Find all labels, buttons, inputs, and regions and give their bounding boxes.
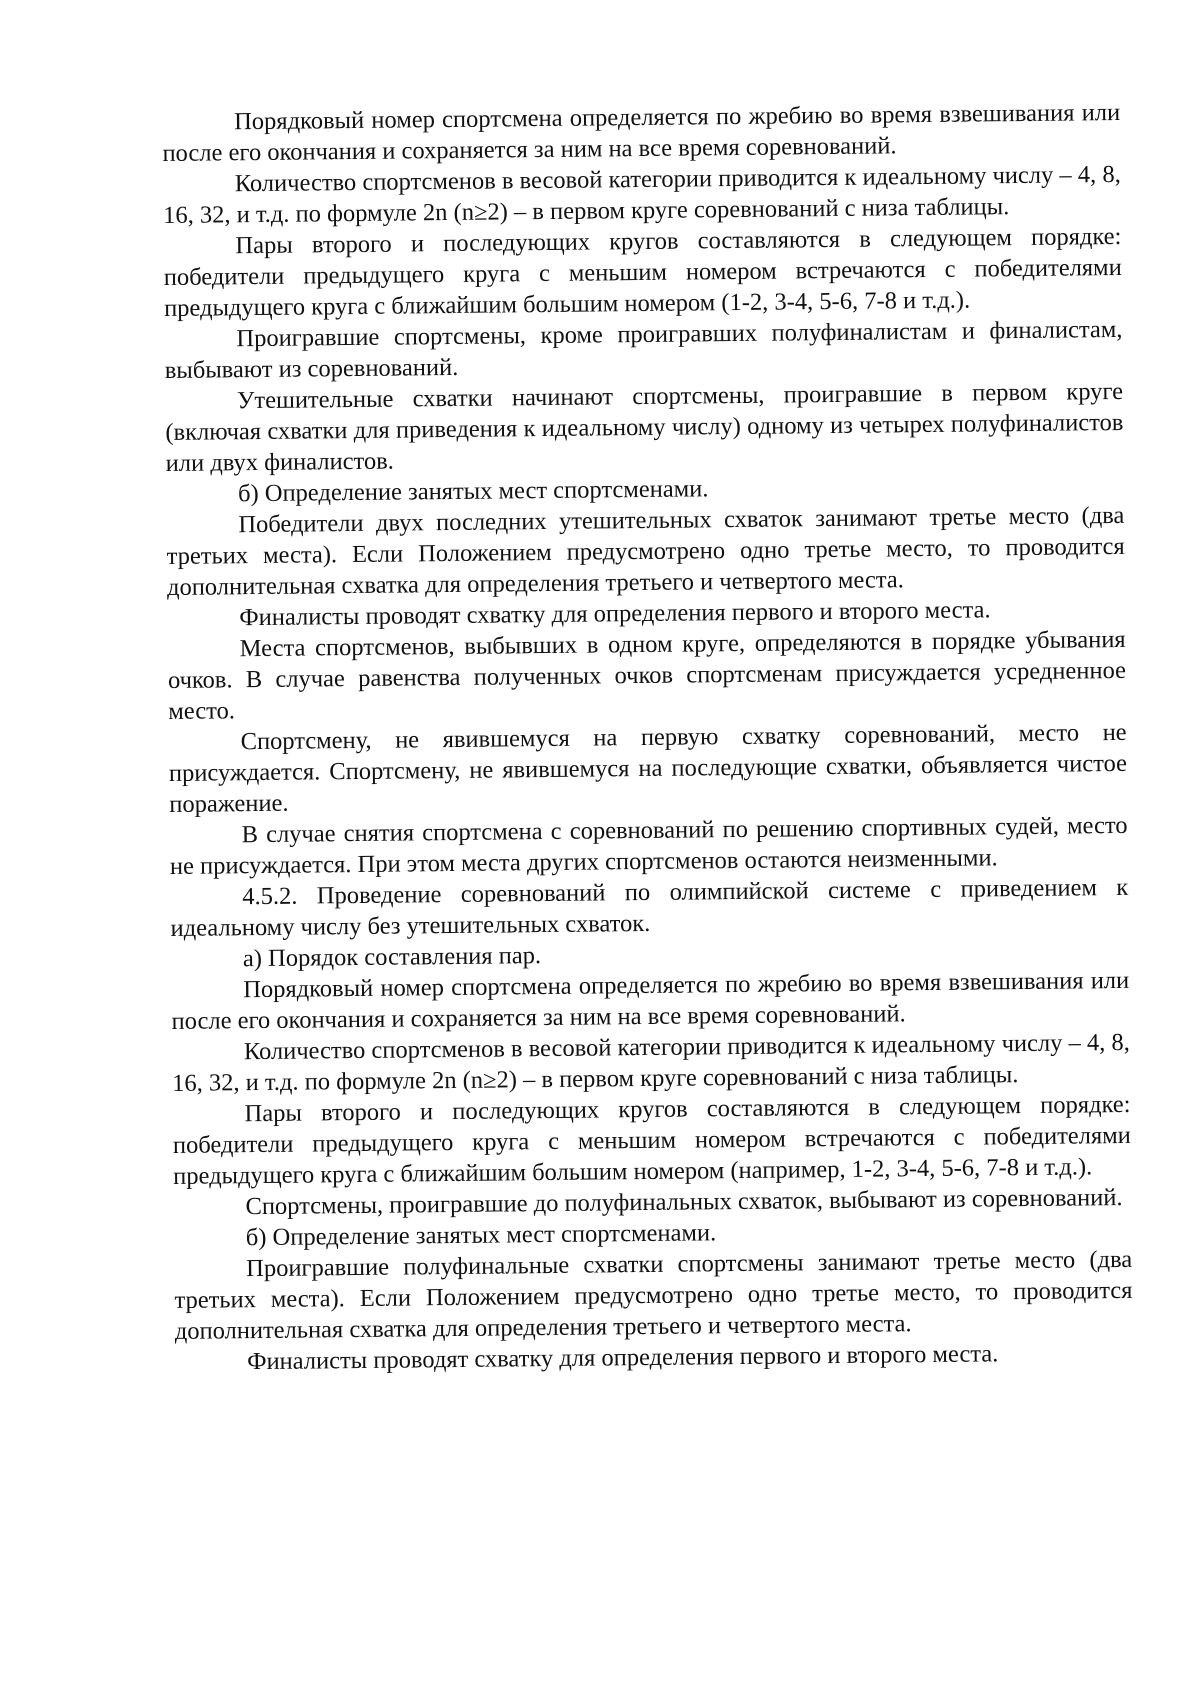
section-heading-4-5-2: 4.5.2. Проведение соревнований по олимпийской системе с приведением к идеальному числу без утешительных схваток. xyxy=(170,873,1129,942)
section-heading-places-1: б) Определение занятых мест спортсменами. xyxy=(237,475,709,508)
paragraph-17: Спортсмены, проигравшие до полуфинальных схваток, выбывают из соревнований. xyxy=(245,1184,1123,1221)
paragraph-8: Финалисты проводят схватку для определения первого и второго места. xyxy=(239,596,991,632)
paragraph-10: Спортсмену, не явившемуся на первую схватку соревнований, место не присуждается. Спортсмену, не явившемуся на последующие схватки, объявляется чистое поражение. xyxy=(168,718,1128,818)
paragraph-11: В случае снятия спортсмена с соревнований по решению спортивных судей, место не присуждается. При этом места других спортсменов остаются неизменными. xyxy=(169,811,1128,880)
section-heading-pairs: а) Порядок составления пар. xyxy=(242,942,542,973)
paragraph-9: Места спортсменов, выбывших в одном круге, определяются в порядке убывания очков. В случае равенства полученных очков спортсменам присуждается усредненное место. xyxy=(167,625,1127,725)
paragraph-19: Проигравшие полуфинальные схватки спортсмены занимают третье место (два третьих места). Если Положением предусмотрено одно третье место, то проводится дополнительная схватка для определения третьего и четвертого места. xyxy=(174,1245,1133,1345)
document-body xyxy=(162,97,1133,1378)
paragraph-14: Порядковый номер спортсмена определяется по жребию во время взвешивания или после его окончания и сохраняется за ним на все время соревнований. xyxy=(171,966,1130,1035)
paragraph-1: Порядковый номер спортсмена определяется по жребию во время взвешивания или после его окончания и сохраняется за ним на все время соревнований. xyxy=(162,98,1121,167)
paragraph-4: Проигравшие спортсмены, кроме проигравших полуфиналистам и финалистам, выбывают из соревнований. xyxy=(164,315,1123,384)
paragraph-20: Финалисты проводят схватку для определения первого и второго места. xyxy=(247,1340,999,1376)
paragraph-15: Количество спортсменов в весовой категории приводится к идеальному числу – 4, 8, 16, 32, и т.д. по формуле 2n (n≥2) – в первом круге соревнований с низа таблицы. xyxy=(172,1028,1130,1097)
paragraph-2: Количество спортсменов в весовой категории приводится к идеальному числу – 4, 8, 16, 32, и т.д. по формуле 2n (n≥2) – в первом круге соревнований с низа таблицы. xyxy=(162,160,1121,229)
section-heading-places-2: б) Определение занятых мест спортсменами. xyxy=(245,1219,717,1252)
paragraph-7: Победители двух последних утешительных схваток занимают третье место (два третьих места). Если Положением предусмотрено одно третье место, то проводится дополнительная схватка для определения третьего и четвертого места. xyxy=(166,501,1125,601)
paragraph-16: Пары второго и последующих кругов составляются в следующем порядке: победители предыдущего круга с меньшим номером встречаются с победителями предыдущего круга с ближайшим большим номером (например, 1-2, 3-4, 5-6, 7-8 и т.д.). xyxy=(172,1090,1131,1190)
paragraph-5: Утешительные схватки начинают спортсмены, проигравшие в первом круге (включая схватки для приведения к идеальному числу) одному из четырех полуфиналистов или двух финалистов. xyxy=(165,377,1124,477)
paragraph-3: Пары второго и последующих кругов составляются в следующем порядке: победители предыдущего круга с меньшим номером встречаются с победителями предыдущего круга с ближайшим большим номером (1-2, 3-4, 5-6, 7-8 и т.д.). xyxy=(163,222,1122,322)
